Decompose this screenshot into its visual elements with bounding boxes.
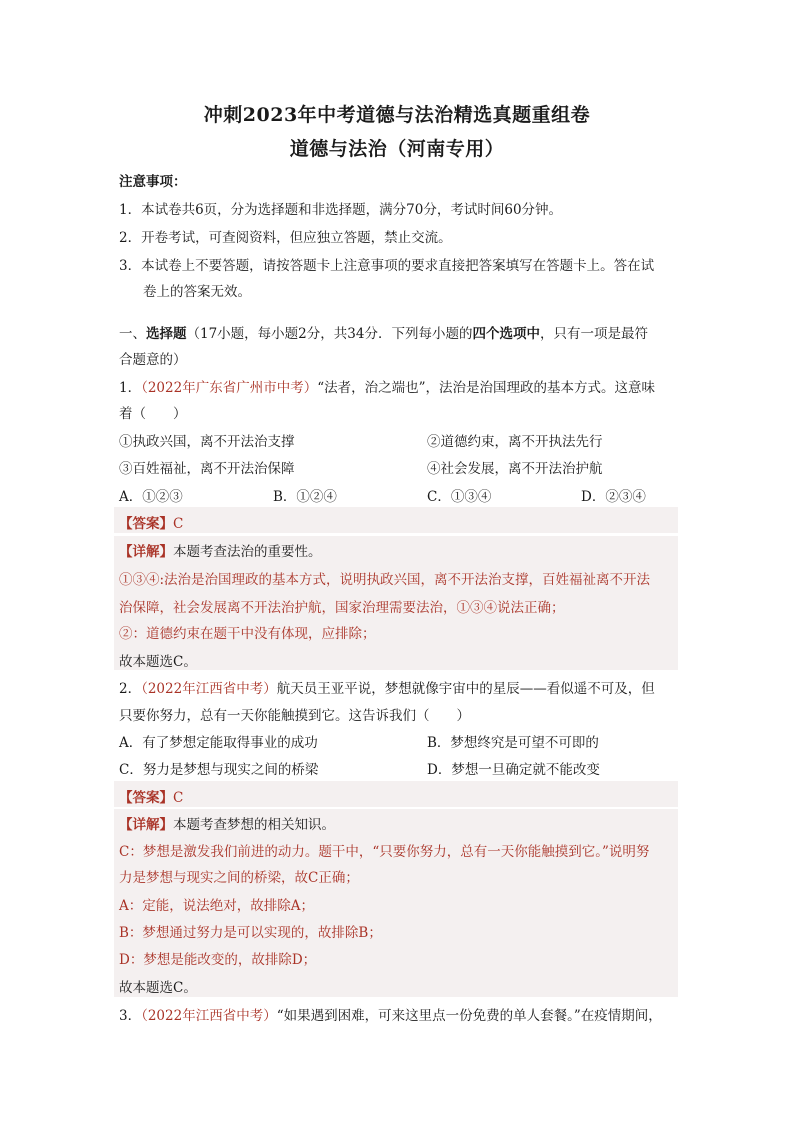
question-3-source: （2022年江西省中考） xyxy=(141,1008,277,1024)
question-2-text: 航天员王亚平说，梦想就像宇宙中的星辰——看似遥不可及，但 xyxy=(276,681,655,697)
question-1-conclusion: 故本题选C。 xyxy=(119,654,197,670)
question-2-option-c: C．努力是梦想与现实之间的桥梁 xyxy=(119,762,319,778)
question-1-option-a: A．①②③ xyxy=(119,489,183,505)
question-1-option-c: C．①③④ xyxy=(427,489,492,505)
section-heading xyxy=(119,322,648,342)
answer-value: C xyxy=(173,516,184,532)
section-prefix: 一、 xyxy=(119,326,146,342)
question-1-explanation-1: ①③④:法治是治国理政的基本方式，说明执政兴国，离不开法治支撑，百姓福祉离不开法 xyxy=(119,572,651,588)
answer-label: 【答案】 xyxy=(119,516,173,532)
question-3-text: “如果遇到困难，可来这里点一份免费的单人套餐。”在疫情期间， xyxy=(276,1008,662,1024)
detail-label: 【详解】 xyxy=(119,544,173,560)
question-2-detail xyxy=(119,813,335,833)
answer-shading xyxy=(114,507,678,533)
notice-item-3: 3．本试卷上不要答题，请按答题卡上注意事项的要求直接把答案填写在答题卡上。答在试 xyxy=(119,258,655,274)
question-1-stem-cont: 着（ ） xyxy=(119,406,187,422)
detail-label: 【详解】 xyxy=(119,817,173,833)
question-2-stem xyxy=(119,677,655,697)
answer-label: 【答案】 xyxy=(119,790,173,806)
question-2-explanation-2: 力是梦想与现实之间的桥梁，故C正确； xyxy=(119,870,359,886)
notice-item-1: 1．本试卷共6页，分为选择题和非选择题，满分70分，考试时间60分钟。 xyxy=(119,202,563,218)
notice-item-3-cont: 卷上的答案无效。 xyxy=(143,284,251,300)
question-2-explanation-5: D：梦想是能改变的，故排除D； xyxy=(119,952,317,968)
question-2-explanation-1: C：梦想是激发我们前进的动力。题干中，“只要你努力，总有一天你能触摸到它。”说明努 xyxy=(119,844,650,860)
section-desc: （17小题，每小题2分，共34分．下列每小题的 xyxy=(186,326,473,342)
notice-item-2: 2．开卷考试，可查阅资料，但应独立答题，禁止交流。 xyxy=(119,230,452,246)
section-desc-cont: 合题意的） xyxy=(119,352,187,368)
question-1-number: 1． xyxy=(119,380,142,396)
question-1-detail xyxy=(119,540,322,560)
answer-shading xyxy=(114,781,678,807)
section-desc-bold: 四个选项中 xyxy=(472,326,540,342)
question-2-stem-cont: 只要你努力，总有一天你能触摸到它。这告诉我们（ ） xyxy=(119,708,470,724)
section-desc-end: ，只有一项是最符 xyxy=(539,326,648,342)
question-2-explanation-4: B：梦想通过努力是可以实现的，故排除B； xyxy=(119,925,382,941)
question-1-statement-4: ④社会发展，离不开法治护航 xyxy=(427,461,603,477)
question-3-stem xyxy=(119,1004,662,1024)
question-1-explanation-3: ②：道德约束在题干中没有体现，应排除； xyxy=(119,626,376,642)
question-1-statement-1: ①执政兴国，离不开法治支撑 xyxy=(119,434,295,450)
question-2-option-b: B．梦想终究是可望不可即的 xyxy=(427,735,599,751)
section-name: 选择题 xyxy=(146,326,187,342)
question-2-answer xyxy=(119,786,183,806)
question-1-option-b: B．①②④ xyxy=(273,489,337,505)
question-2-conclusion: 故本题选C。 xyxy=(119,980,197,996)
question-2-option-a: A．有了梦想定能取得事业的成功 xyxy=(119,735,318,751)
question-2-source: （2022年江西省中考） xyxy=(141,681,277,697)
detail-text: 本题考查法治的重要性。 xyxy=(173,544,322,560)
question-1-source: （2022年广东省广州市中考） xyxy=(141,380,318,396)
exam-title: 冲刺2023年中考道德与法治精选真题重组卷 xyxy=(203,104,591,126)
question-2-explanation-3: A：定能，说法绝对，故排除A； xyxy=(119,898,314,914)
question-1-answer xyxy=(119,512,183,532)
notice-heading: 注意事项： xyxy=(119,174,187,190)
answer-value: C xyxy=(173,790,184,806)
question-2-number: 2． xyxy=(119,681,142,697)
question-1-statement-3: ③百姓福祉，离不开法治保障 xyxy=(119,461,295,477)
question-2-option-d: D．梦想一旦确定就不能改变 xyxy=(427,762,600,778)
question-1-option-d: D．②③④ xyxy=(581,489,646,505)
detail-text: 本题考查梦想的相关知识。 xyxy=(173,817,335,833)
question-1-text: “法者，治之端也”，法治是治国理政的基本方式。这意味 xyxy=(317,380,656,396)
question-1-statement-2: ②道德约束，离不开执法先行 xyxy=(427,434,603,450)
question-1-stem xyxy=(119,376,655,396)
question-1-explanation-2: 治保障，社会发展离不开法治护航，国家治理需要法治，①③④说法正确； xyxy=(119,600,565,616)
exam-subtitle: 道德与法治（河南专用） xyxy=(289,138,505,160)
question-3-number: 3． xyxy=(119,1008,142,1024)
